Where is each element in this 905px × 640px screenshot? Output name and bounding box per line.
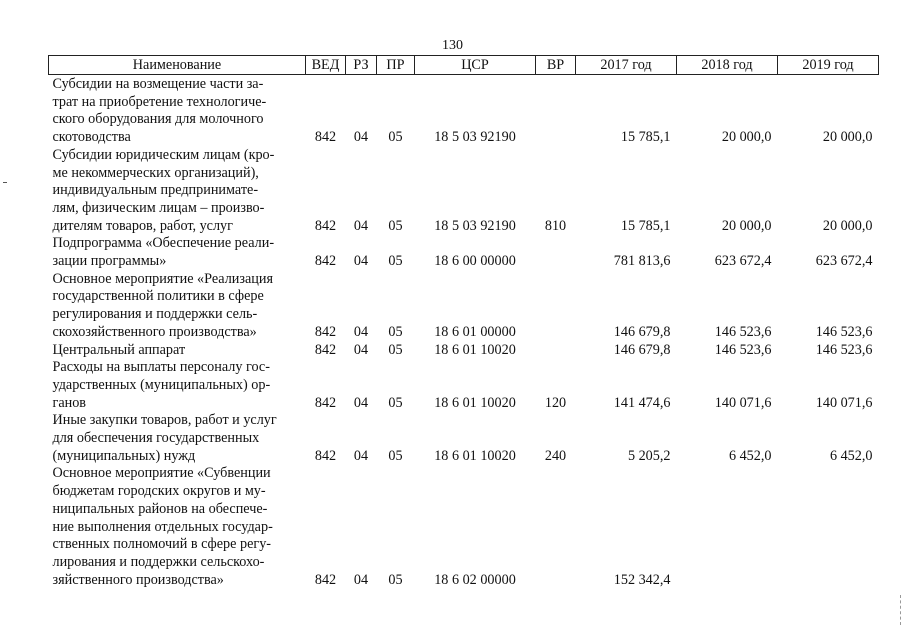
header-csr: ЦСР — [415, 56, 536, 75]
name-line: ме некоммерческих организаций), — [52, 164, 259, 181]
cell-2018: 623 672,4 — [714, 253, 772, 270]
table-row — [49, 465, 879, 589]
cell-2017: 781 813,6 — [613, 253, 671, 270]
cell-csr: 18 6 01 00000 — [434, 323, 516, 340]
cell-pr: 05 — [388, 571, 403, 588]
cell-csr: 18 6 01 10020 — [434, 341, 516, 358]
table-row — [49, 359, 879, 412]
cell-pr: 05 — [388, 394, 403, 411]
cell-rz: 04 — [353, 217, 369, 234]
row-name — [49, 75, 306, 147]
cell-csr: 18 6 01 10020 — [434, 447, 516, 464]
cell-ved: 842 — [314, 571, 337, 588]
cell-2017: 152 342,4 — [613, 571, 671, 588]
cell-2018: 146 523,6 — [714, 341, 772, 358]
row-name — [49, 412, 306, 465]
header-ved: ВЕД — [306, 56, 346, 75]
cell-vr: 240 — [544, 447, 567, 464]
header-pr: ПР — [377, 56, 415, 75]
cell-vr — [536, 235, 576, 270]
cell-2019 — [778, 465, 879, 589]
cell-vr — [536, 271, 576, 342]
cell-pr: 05 — [388, 129, 403, 146]
name-line: дителям товаров, работ, услуг — [52, 217, 233, 234]
cell-ved: 842 — [314, 253, 337, 270]
cell-ved: 842 — [314, 217, 337, 234]
row-name — [49, 465, 306, 589]
cell-csr: 18 5 03 92190 — [434, 217, 516, 234]
cell-csr: 18 5 03 92190 — [434, 129, 516, 146]
cell-csr: 18 6 02 00000 — [434, 571, 516, 588]
cell-2017: 15 785,1 — [620, 129, 671, 146]
name-line: Подпрограмма «Обеспечение реали- — [52, 235, 275, 252]
name-line: регулирования и поддержки сель- — [52, 306, 258, 323]
cell-rz: 04 — [353, 394, 369, 411]
row-name — [49, 359, 306, 412]
cell-vr: 810 — [544, 217, 567, 234]
cell-2018 — [677, 465, 778, 589]
cell-2017: 141 474,6 — [613, 394, 671, 411]
row-name — [49, 235, 306, 270]
cell-rz: 04 — [353, 571, 369, 588]
cell-2017: 5 205,2 — [627, 447, 671, 464]
cell-ved: 842 — [314, 129, 337, 146]
header-rz: РЗ — [346, 56, 377, 75]
header-2018: 2018 год — [677, 56, 778, 75]
scan-mark — [3, 182, 7, 183]
name-line: Основное мероприятие «Субвенции — [52, 465, 271, 482]
cell-ved: 842 — [314, 341, 337, 358]
cell-2019: 140 071,6 — [815, 394, 873, 411]
cell-csr: 18 6 01 10020 — [434, 394, 516, 411]
name-line: зяйственного производства» — [52, 571, 224, 588]
name-line: ниципальных районов на обеспече- — [52, 500, 268, 517]
table-row — [49, 75, 879, 147]
name-line: государственной политики в сфере — [52, 288, 264, 305]
header-2019: 2019 год — [778, 56, 879, 75]
name-line: (муниципальных) нужд — [52, 447, 196, 464]
cell-pr: 05 — [388, 217, 403, 234]
row-name — [49, 271, 306, 342]
name-line: ние выполнения отдельных государ- — [52, 518, 273, 535]
budget-table — [48, 55, 879, 589]
name-line: скохозяйственного производства» — [52, 323, 257, 340]
table-body — [49, 75, 879, 590]
table-row — [49, 235, 879, 270]
cell-2018: 20 000,0 — [721, 129, 772, 146]
cell-2017: 146 679,8 — [613, 323, 671, 340]
name-line: зации программы» — [52, 253, 167, 270]
cell-ved: 842 — [314, 447, 337, 464]
page-number: 130 — [442, 38, 463, 53]
cell-pr: 05 — [388, 323, 403, 340]
cell-2019: 146 523,6 — [815, 341, 873, 358]
table-row — [49, 271, 879, 342]
cell-vr — [536, 75, 576, 147]
table-row — [49, 147, 879, 236]
name-line: ского оборудования для молочного — [52, 111, 264, 128]
name-line: Субсидии юридическим лицам (кро- — [52, 146, 275, 163]
cell-ved: 842 — [314, 394, 337, 411]
cell-csr: 18 6 00 00000 — [434, 253, 516, 270]
name-line: ственных полномочий в сфере регу- — [52, 536, 272, 553]
table-row — [49, 342, 879, 360]
name-line: лирования и поддержки сельскохо- — [52, 553, 265, 570]
cell-pr: 05 — [388, 341, 403, 358]
cell-2019: 6 452,0 — [829, 447, 873, 464]
name-line: Расходы на выплаты персоналу гос- — [52, 359, 270, 376]
header-name: Наименование — [49, 56, 306, 75]
cell-ved: 842 — [314, 323, 337, 340]
cell-2017: 15 785,1 — [620, 217, 671, 234]
name-line: скотоводства — [52, 129, 131, 146]
table-row — [49, 412, 879, 465]
cell-vr — [536, 465, 576, 589]
cell-2018: 146 523,6 — [714, 323, 772, 340]
name-line: для обеспечения государственных — [52, 430, 260, 447]
name-line: Субсидии на возмещение части за- — [52, 76, 264, 92]
scan-mark — [900, 595, 902, 625]
cell-rz: 04 — [353, 341, 369, 358]
cell-rz: 04 — [353, 253, 369, 270]
name-line: Иные закупки товаров, работ и услуг — [52, 412, 277, 429]
cell-rz: 04 — [353, 447, 369, 464]
header-2017: 2017 год — [576, 56, 677, 75]
name-line: ганов — [52, 394, 87, 411]
cell-2019: 146 523,6 — [815, 323, 873, 340]
name-line: Центральный аппарат — [52, 341, 186, 358]
cell-2018: 20 000,0 — [721, 217, 772, 234]
cell-vr: 120 — [544, 394, 567, 411]
cell-pr: 05 — [388, 447, 403, 464]
cell-2018: 140 071,6 — [714, 394, 772, 411]
name-line: ударственных (муниципальных) ор- — [52, 376, 271, 393]
row-name — [49, 342, 306, 360]
cell-pr: 05 — [388, 253, 403, 270]
cell-rz: 04 — [353, 323, 369, 340]
cell-rz: 04 — [353, 129, 369, 146]
cell-2019: 20 000,0 — [822, 129, 873, 146]
cell-2017: 146 679,8 — [613, 341, 671, 358]
cell-2019: 20 000,0 — [822, 217, 873, 234]
cell-vr — [536, 342, 576, 360]
cell-2019: 623 672,4 — [815, 253, 873, 270]
header-vr: ВР — [536, 56, 576, 75]
table-header — [49, 56, 879, 75]
name-line: трат на приобретение технологиче- — [52, 93, 267, 110]
name-line: бюджетам городских округов и му- — [52, 483, 266, 500]
cell-2018: 6 452,0 — [728, 447, 772, 464]
name-line: лям, физическим лицам – произво- — [52, 199, 265, 216]
name-line: индивидуальным предпринимате- — [52, 182, 259, 199]
name-line: Основное мероприятие «Реализация — [52, 270, 274, 287]
row-name — [49, 147, 306, 236]
